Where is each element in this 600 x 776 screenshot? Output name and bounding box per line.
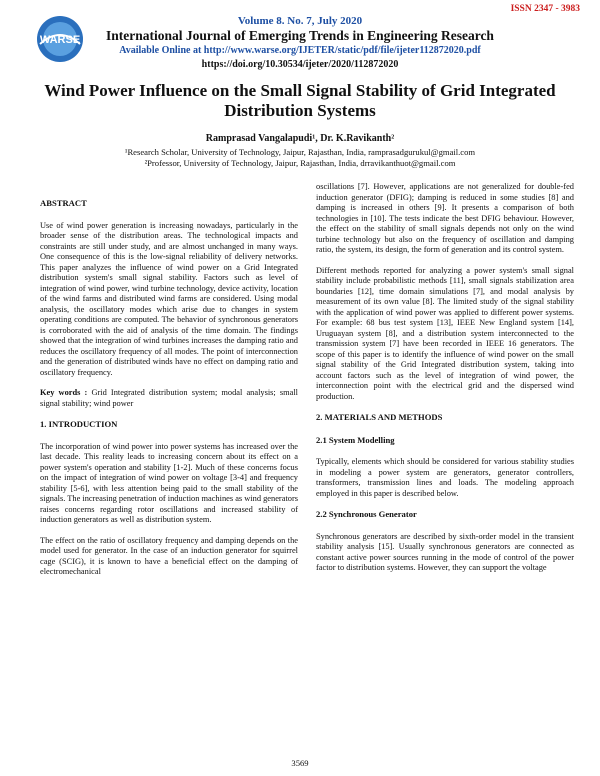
keywords-text: Grid Integrated distribution system; modal analysis; small signal stability; wind power [40,388,299,408]
synchronous-generator-paragraph: Synchronous generators are described by sixth-order model in the transient stability analysis [15]. Usually synchronous generators are connected as constant active power sources running in the mode of control of the power factor to distribution systems. However, they can support the voltage [316,531,574,572]
body-paragraph: oscillations [7]. However, applications are not generalized for double-fed induction generator (DFIG); damping is reduced in some studies [8] and damping is increased in others [9]. It presents a comparison of both technologies in [10]. The tests indicate the best DFIG behaviour. However, the effect on the stability of small signals depends not only on the wind turbine technology but also on the frequency of oscillation and damping ratio, the system, its design, the form of generation and its control system. [316,182,574,254]
affiliation-2: ²Professor, University of Technology, Jaipur, Rajasthan, India, drravikanthuot@gmail.com [144,158,456,168]
right-column [316,182,574,584]
issn: ISSN 2347 - 3983 [510,4,580,14]
introduction-paragraph: The effect on the ratio of oscillatory frequency and damping depends on the model used for generator. In the case of an induction generator for squirrel cage (SCIG), it is known to have a beneficial effect on the damping of electromechanical [40,535,298,576]
journal-name: International Journal of Emerging Trends in Engineering Research [106,28,494,43]
abstract-heading: ABSTRACT [40,198,87,208]
available-online-link[interactable]: Available Online at http://www.warse.org/IJETER/static/pdf/file/ijeter112872020.pdf [119,45,481,56]
authors: Ramprasad Vangalapudi¹, Dr. K.Ravikanth² [205,133,395,144]
system-modelling-paragraph: Typically, elements which should be considered for various stability studies in modeling a power system are generators, generator controllers, transformers, transmission lines and loads. The modeling approach employed in this paper is described below. [316,457,574,498]
methods-heading: 2. MATERIALS AND METHODS [316,412,443,422]
left-column [40,182,298,588]
page-number: 3569 [291,758,309,768]
doi-link[interactable]: https://doi.org/10.30534/ijeter/2020/112872020 [201,59,399,70]
paper-title: Wind Power Influence on the Small Signal Stability of Grid Integrated Distribution Systems [44,81,556,120]
introduction-paragraph: The incorporation of wind power into power systems has increased over the last decade. This reality leads to increasing concern about its effect on a power system's operation and stability [1-2]. Much of these concerns focus on the impact of integration of wind power on voltage [3-4] and frequency stability [5-6], with less attention being paid to the small stability of the signals. The increasing penetration of induction machines as wind generators raises concerns regarding rotor oscillations and increased stability of induction generators as well as distribution system. [40,441,299,524]
synchronous-generator-heading: 2.2 Synchronous Generator [316,509,417,519]
introduction-heading: 1. INTRODUCTION [40,419,118,429]
body-paragraph: Different methods reported for analyzing a power system's small signal stability include probabilistic methods [11], small signals stabilization area boundaries [12], time domain simulations [7], and modal analysis by measurement of its own value [8]. The limited study of the signal stability with the application of wind power was applied to different power systems. For example: 68 bus test system [13], IEEE New England system [14], Uruguayan system [8], and a distribution system interconnected to the transmission system [7] have been recorded in IEEE 16 generators. The scope of this paper is to identify the influence of wind power on the small signal stability of the Grid Integrated distribution system, taking into account factors such as the level of integration of wind power, the interconnection point with the electrical grid and the dispersed wind production. [316,265,574,401]
svg-text:WARSE: WARSE [39,34,81,46]
journal-volume: Volume 8. No. 7, July 2020 [237,15,363,27]
affiliation-1: ¹Research Scholar, University of Technology, Jaipur, Rajasthan, India, ramprasadgurukul@gmail.com [124,147,476,157]
system-modelling-heading: 2.1 System Modelling [316,434,395,445]
keywords [40,388,298,409]
abstract-text: Use of wind power generation is increasing nowadays, particularly in the broader sense of the distribution areas. The technological impacts and constraints are still under study, and are almost unchanged in many ways. One consequence of this is the low-signal reliability of delivery networks. This paper analyzes the influence of wind power on a Grid Integrated distribution system's small signal stability. Factors such as level of integration of wind power, wind turbine technology, device activity, location of the wind farms and distributed wind farms are considered. Using modal analysis, the oscillatory modes which arise due to changes in system operating conditions are computed. The behavior of synchronous generators is corroborated with the aid of analysis of the time domain. The findings showed that the integration of wind turbines increases the damping ratio and reduces the oscillatory frequency of all modes. The point of interconnection and the generation of distributed winds have no effect on damping ratio and oscillatory frequency. [40,220,298,377]
keywords-label: Key words : [40,388,88,397]
